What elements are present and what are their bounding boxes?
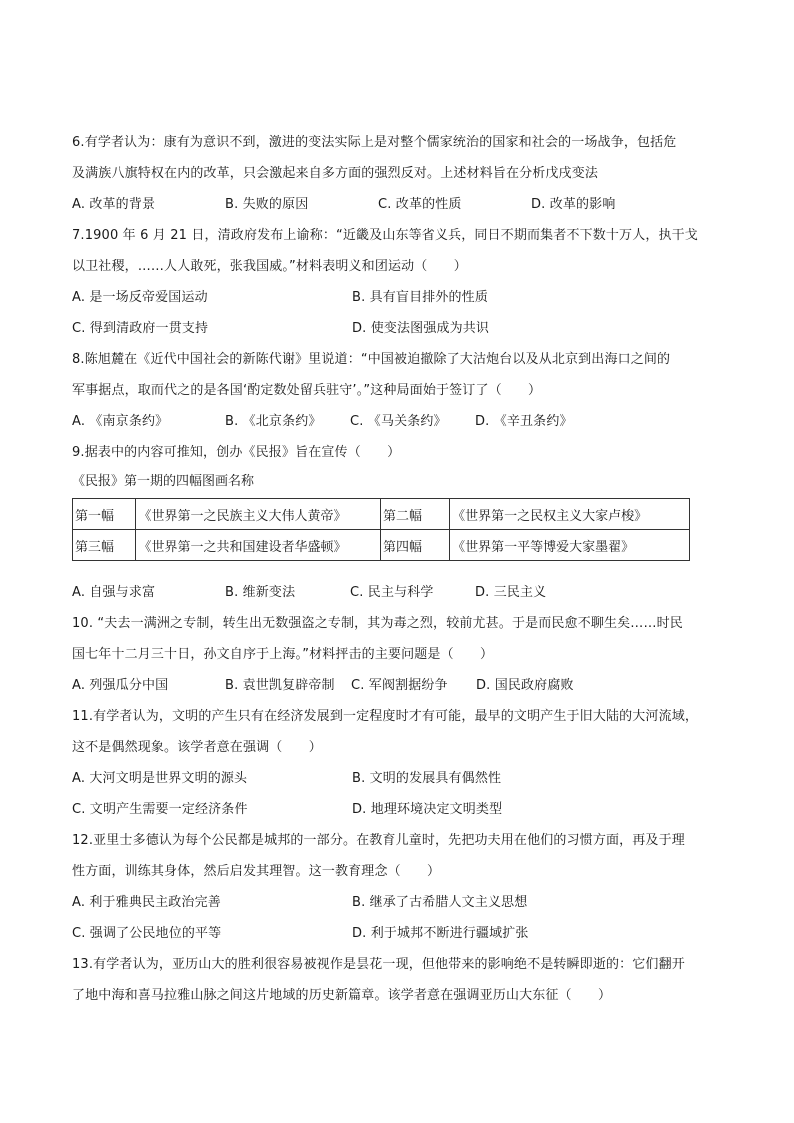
question-stem-line: 11.有学者认为，文明的产生只有在经济发展到一定程度时才有可能，最早的文明产生于旧大陆的大河流域， xyxy=(72,709,699,724)
table-row xyxy=(73,499,690,530)
option-a[interactable]: A. 自强与求富 xyxy=(72,585,156,600)
option-row xyxy=(72,918,724,949)
table-cell: 第四幅 xyxy=(381,530,450,561)
question-stem-line: 性方面，训练其身体，然后启发其理智。这一教育理念（ ） xyxy=(72,864,441,879)
option-row xyxy=(72,763,724,794)
table-cell: 《世界第一之共和国建设者华盛顿》 xyxy=(136,530,381,561)
question-12 xyxy=(72,825,724,949)
table-cell: 《世界第一平等博爱大家墨翟》 xyxy=(450,530,690,561)
question-8 xyxy=(72,344,724,437)
option-c[interactable]: C. 《马关条约》 xyxy=(350,414,447,429)
table-caption: 《民报》第一期的四幅图画名称 xyxy=(72,474,255,489)
question-stem-line: 这不是偶然现象。该学者意在强调（ ） xyxy=(72,740,322,755)
question-stem-line: 10. “夫去一满洲之专制，转生出无数强盗之专制，其为毒之烈，较前尤甚。于是而民愈不聊生矣……时民 xyxy=(72,616,683,631)
option-c[interactable]: C. 得到清政府一贯支持 xyxy=(72,321,209,336)
question-13 xyxy=(72,949,724,1011)
option-b[interactable]: B. 继承了古希腊人文主义思想 xyxy=(352,895,528,910)
option-d[interactable]: D. 地理环境决定文明类型 xyxy=(352,802,503,817)
option-d[interactable]: D. 《辛丑条约》 xyxy=(475,414,573,429)
question-7 xyxy=(72,220,724,344)
question-stem-line: 7.1900 年 6 月 21 日，清政府发布上谕称：“近畿及山东等省义兵，同日不期而集者不下数十万人，执干戈 xyxy=(72,228,698,243)
option-row xyxy=(72,189,724,220)
option-b[interactable]: B. 文明的发展具有偶然性 xyxy=(352,771,502,786)
question-11 xyxy=(72,701,724,825)
option-row xyxy=(72,577,724,608)
option-c[interactable]: C. 民主与科学 xyxy=(350,585,434,600)
question-stem-line: 6.有学者认为：康有为意识不到，激进的变法实际上是对整个儒家统治的国家和社会的一场战争，包括危 xyxy=(72,135,677,150)
option-c[interactable]: C. 军阀割据纷争 xyxy=(351,678,448,693)
question-stem-line: 国七年十二月三十日，孙文自序于上海。”材料抨击的主要问题是（ ） xyxy=(72,647,494,662)
option-a[interactable]: A. 是一场反帝爱国运动 xyxy=(72,290,208,305)
option-d[interactable]: D. 利于城邦不断进行疆域扩张 xyxy=(352,926,529,941)
option-d[interactable]: D. 国民政府腐败 xyxy=(476,678,574,693)
option-d[interactable]: D. 三民主义 xyxy=(475,585,547,600)
option-b[interactable]: B. 袁世凯复辟帝制 xyxy=(225,678,335,693)
option-row xyxy=(72,313,724,344)
option-b[interactable]: B. 具有盲目排外的性质 xyxy=(352,290,488,305)
option-a[interactable]: A. 改革的背景 xyxy=(72,197,156,212)
question-stem-line: 9.据表中的内容可推知，创办《民报》旨在宣传（ ） xyxy=(72,445,401,460)
table-cell: 第一幅 xyxy=(73,499,136,530)
table-row xyxy=(73,530,690,561)
option-b[interactable]: B. 失败的原因 xyxy=(225,197,309,212)
option-c[interactable]: C. 文明产生需要一定经济条件 xyxy=(72,802,248,817)
option-d[interactable]: D. 使变法图强成为共识 xyxy=(352,321,490,336)
table-cell: 第三幅 xyxy=(73,530,136,561)
option-b[interactable]: B. 《北京条约》 xyxy=(225,414,322,429)
question-stem-line: 13.有学者认为，亚历山大的胜利很容易被视作是昙花一现，但他带来的影响绝不是转瞬即逝的：它们翻开 xyxy=(72,957,685,972)
question-stem-line: 了地中海和喜马拉雅山脉之间这片地域的历史新篇章。该学者意在强调亚历山大东征（ ） xyxy=(72,988,612,1003)
option-row xyxy=(72,887,724,918)
option-row xyxy=(72,670,724,701)
option-row xyxy=(72,794,724,825)
question-stem-line: 以卫社稷，……人人敢死，张我国威。”材料表明义和团运动（ ） xyxy=(72,259,467,274)
minbao-table xyxy=(72,498,690,561)
option-a[interactable]: A. 列强瓜分中国 xyxy=(72,678,169,693)
question-stem-line: 军事据点，取而代之的是各国‘酌定数处留兵驻守’。”这种局面始于签订了（ ） xyxy=(72,383,542,398)
question-6 xyxy=(72,127,724,220)
question-stem-line: 及满族八旗特权在内的改革，只会激起来自多方面的强烈反对。上述材料旨在分析戊戌变法 xyxy=(72,166,599,181)
option-row xyxy=(72,406,724,437)
question-stem-line: 12.亚里士多德认为每个公民都是城邦的一部分。在教育儿童时，先把功夫用在他们的习惯方面，再及于理 xyxy=(72,833,685,848)
option-c[interactable]: C. 改革的性质 xyxy=(378,197,462,212)
option-row xyxy=(72,282,724,313)
table-cell: 第二幅 xyxy=(381,499,450,530)
table-cell: 《世界第一之民族主义大伟人黄帝》 xyxy=(136,499,381,530)
question-9 xyxy=(72,437,724,608)
option-c[interactable]: C. 强调了公民地位的平等 xyxy=(72,926,222,941)
question-10 xyxy=(72,608,724,701)
option-a[interactable]: A. 利于雅典民主政治完善 xyxy=(72,895,221,910)
spacer xyxy=(72,561,724,577)
option-d[interactable]: D. 改革的影响 xyxy=(531,197,616,212)
question-stem-line: 8.陈旭麓在《近代中国社会的新陈代谢》里说道：“中国被迫撤除了大沽炮台以及从北京到出海口之间的 xyxy=(72,352,671,367)
option-a[interactable]: A. 《南京条约》 xyxy=(72,414,169,429)
option-b[interactable]: B. 维新变法 xyxy=(225,585,296,600)
option-a[interactable]: A. 大河文明是世界文明的源头 xyxy=(72,771,248,786)
table-cell: 《世界第一之民权主义大家卢梭》 xyxy=(450,499,690,530)
exam-page xyxy=(72,127,724,1011)
